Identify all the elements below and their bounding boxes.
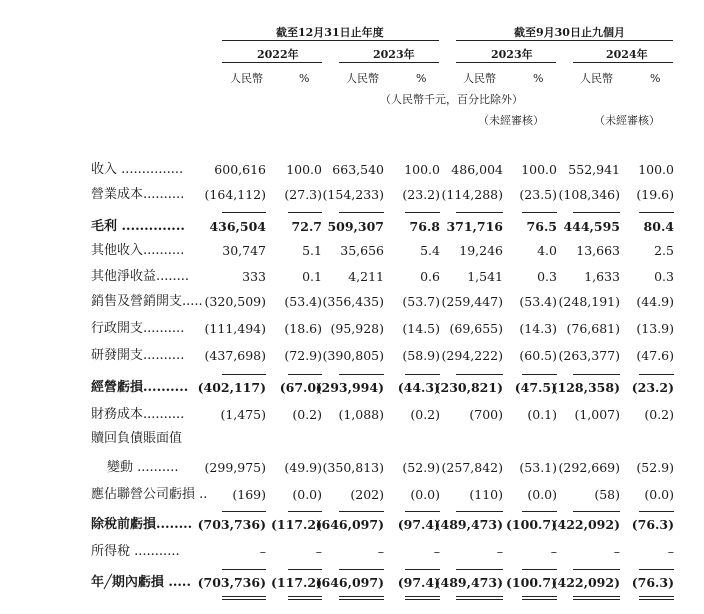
rule-above-loss-before-tax: [288, 511, 322, 512]
rule-above-gross-profit: [522, 212, 557, 213]
rule-above-loss-before-tax: [456, 511, 503, 512]
cell-percent: (23.5): [519, 187, 557, 202]
percent-label: %: [650, 72, 661, 85]
cell-amount: 444,595: [563, 219, 620, 234]
header-group-9m: 截至9月30日止九個月: [514, 26, 625, 39]
rule-above-gross-profit: [339, 212, 384, 213]
row-label: 除稅前虧損........: [91, 517, 193, 532]
header-year-2023-9m: 2023年: [491, 48, 533, 61]
cell-percent: 76.5: [526, 219, 557, 234]
unaudited-note-2023: （未經審核）: [478, 114, 544, 127]
year-rule-2024: [573, 62, 673, 63]
rule-above-gross-profit: [573, 212, 620, 213]
cell-amount: (703,736): [197, 575, 266, 590]
cell-percent: (13.9): [636, 321, 674, 336]
cell-percent: (60.5): [519, 348, 557, 363]
rule-above-gross-profit: [405, 212, 440, 213]
cell-percent: (53.4): [519, 294, 557, 309]
row-label: 其他收入..........: [91, 243, 185, 258]
cell-amount: (646,097): [315, 517, 384, 532]
cell-amount: (437,698): [204, 348, 266, 363]
rule-double-below-net-loss: [456, 599, 503, 600]
rule-below-net-loss: [405, 596, 440, 597]
rule-below-net-loss: [456, 596, 503, 597]
cell-percent: (53.4): [284, 294, 322, 309]
cell-amount: (76,681): [566, 321, 620, 336]
cell-percent: (0.0): [292, 487, 322, 502]
cell-amount: (202): [350, 487, 384, 502]
cell-percent: (47.6): [636, 348, 674, 363]
cell-percent: (0.2): [644, 407, 674, 422]
row-label: 行政開支..........: [91, 321, 185, 336]
cell-percent: 5.1: [302, 243, 322, 258]
percent-label: %: [299, 72, 310, 85]
cell-percent: 0.6: [420, 269, 440, 284]
cell-percent: (27.3): [284, 187, 322, 202]
cell-percent: (19.6): [636, 187, 674, 202]
rule-above-operating-loss: [639, 374, 674, 375]
cell-amount: (230,821): [434, 380, 503, 395]
cell-percent: (18.6): [284, 321, 322, 336]
cell-amount: –: [613, 544, 620, 559]
rule-double-below-net-loss: [522, 599, 557, 600]
rule-above-loss-before-tax: [339, 511, 384, 512]
cell-amount: 30,747: [222, 243, 266, 258]
rule-above-net-loss: [522, 569, 557, 570]
rule-above-net-loss: [639, 569, 674, 570]
header-rule-fy: [222, 40, 439, 41]
rule-above-net-loss: [456, 569, 503, 570]
cell-percent: (44.3): [397, 380, 440, 395]
cell-amount: 600,616: [214, 162, 266, 177]
cell-amount: (114,288): [441, 187, 503, 202]
cell-amount: 35,656: [340, 243, 384, 258]
cell-percent: 0.3: [654, 269, 674, 284]
cell-amount: (1,007): [574, 407, 620, 422]
rule-above-operating-loss: [288, 374, 322, 375]
cell-amount: 436,504: [209, 219, 266, 234]
rule-below-net-loss: [288, 596, 322, 597]
cell-percent: (53.7): [402, 294, 440, 309]
cell-percent: (44.9): [636, 294, 674, 309]
row-label: 經營虧損..........: [91, 380, 189, 395]
currency-label: 人民幣: [230, 72, 263, 85]
cell-percent: (49.9): [284, 460, 322, 475]
cell-amount: (1,088): [338, 407, 384, 422]
cell-percent: 2.5: [654, 243, 674, 258]
row-label: 毛利 ..............: [91, 219, 185, 234]
rule-double-below-net-loss: [222, 599, 266, 600]
rule-below-net-loss: [339, 596, 384, 597]
rule-above-loss-before-tax: [222, 511, 266, 512]
cell-percent: 0.1: [302, 269, 322, 284]
cell-percent: 0.3: [537, 269, 557, 284]
row-label: 所得稅 ...........: [91, 544, 180, 559]
header-rule-9m: [456, 40, 673, 41]
cell-amount: (294,222): [441, 348, 503, 363]
cell-percent: 76.8: [409, 219, 440, 234]
rule-above-loss-before-tax: [573, 511, 620, 512]
cell-percent: (97.4): [397, 517, 440, 532]
cell-amount: –: [496, 544, 503, 559]
cell-percent: 72.7: [291, 219, 322, 234]
cell-percent: (14.3): [519, 321, 557, 336]
cell-amount: (703,736): [197, 517, 266, 532]
cell-amount: (700): [469, 407, 503, 422]
rule-double-below-net-loss: [405, 599, 440, 600]
rule-above-net-loss: [573, 569, 620, 570]
year-rule-2023-9m: [456, 62, 556, 63]
percent-label: %: [533, 72, 544, 85]
cell-percent: (58.9): [402, 348, 440, 363]
cell-percent: 5.4: [420, 243, 440, 258]
cell-amount: (489,473): [434, 575, 503, 590]
cell-amount: 371,716: [446, 219, 503, 234]
rule-below-net-loss: [222, 596, 266, 597]
cell-amount: (128,358): [551, 380, 620, 395]
cell-amount: (69,655): [449, 321, 503, 336]
rule-above-loss-before-tax: [522, 511, 557, 512]
cell-percent: 80.4: [643, 219, 674, 234]
cell-percent: (67.0): [279, 380, 322, 395]
cell-percent: (52.9): [636, 460, 674, 475]
cell-amount: (422,092): [551, 575, 620, 590]
cell-amount: 552,941: [568, 162, 620, 177]
rule-above-gross-profit: [639, 212, 674, 213]
cell-amount: (58): [594, 487, 620, 502]
rule-above-loss-before-tax: [405, 511, 440, 512]
cell-percent: (47.5): [514, 380, 557, 395]
cell-percent: (76.3): [631, 517, 674, 532]
cell-percent: 100.0: [404, 162, 440, 177]
row-label: 贖回負債賬面值: [91, 431, 183, 446]
cell-amount: (95,928): [330, 321, 384, 336]
cell-percent: (100.7): [506, 517, 557, 532]
cell-amount: (110): [469, 487, 503, 502]
cell-amount: (248,191): [558, 294, 620, 309]
row-label: 其他淨收益........: [91, 269, 190, 284]
cell-percent: 4.0: [537, 243, 557, 258]
rule-above-net-loss: [288, 569, 322, 570]
cell-amount: (111,494): [204, 321, 266, 336]
row-label: 研發開支..........: [91, 348, 185, 363]
rule-above-net-loss: [339, 569, 384, 570]
row-label: 銷售及營銷開支.....: [91, 294, 203, 309]
percent-label: %: [416, 72, 427, 85]
cell-percent: (23.2): [402, 187, 440, 202]
cell-percent: (76.3): [631, 575, 674, 590]
cell-amount: (422,092): [551, 517, 620, 532]
cell-amount: (390,805): [322, 348, 384, 363]
cell-amount: 663,540: [332, 162, 384, 177]
rule-above-operating-loss: [405, 374, 440, 375]
row-label: 變動 ..........: [107, 460, 179, 475]
cell-amount: (489,473): [434, 517, 503, 532]
cell-amount: (356,435): [322, 294, 384, 309]
rule-above-net-loss: [222, 569, 266, 570]
cell-amount: (164,112): [204, 187, 266, 202]
cell-percent: (0.0): [410, 487, 440, 502]
rule-above-operating-loss: [456, 374, 503, 375]
cell-percent: (14.5): [402, 321, 440, 336]
cell-amount: (293,994): [315, 380, 384, 395]
cell-amount: (646,097): [315, 575, 384, 590]
header-group-fy: 截至12月31日止年度: [276, 26, 384, 39]
rule-above-gross-profit: [222, 212, 266, 213]
cell-amount: (402,117): [197, 380, 266, 395]
cell-percent: (117.2): [271, 575, 322, 590]
rule-double-below-net-loss: [339, 599, 384, 600]
cell-amount: 509,307: [327, 219, 384, 234]
rule-below-net-loss: [639, 596, 674, 597]
cell-amount: (292,669): [558, 460, 620, 475]
cell-amount: (263,377): [558, 348, 620, 363]
cell-amount: (320,509): [204, 294, 266, 309]
rule-above-net-loss: [405, 569, 440, 570]
cell-amount: (257,842): [441, 460, 503, 475]
cell-percent: (100.7): [506, 575, 557, 590]
cell-amount: 1,633: [584, 269, 620, 284]
rule-above-operating-loss: [339, 374, 384, 375]
header-year-2024: 2024年: [606, 48, 648, 61]
cell-amount: (350,813): [322, 460, 384, 475]
cell-amount: 1,541: [467, 269, 503, 284]
year-rule-2023-fy: [339, 62, 439, 63]
cell-amount: –: [259, 544, 266, 559]
cell-amount: 486,004: [451, 162, 503, 177]
cell-percent: (0.0): [527, 487, 557, 502]
cell-percent: 100.0: [286, 162, 322, 177]
rule-double-below-net-loss: [573, 599, 620, 600]
cell-amount: (1,475): [220, 407, 266, 422]
rule-above-gross-profit: [456, 212, 503, 213]
cell-percent: (72.9): [284, 348, 322, 363]
cell-percent: (0.0): [644, 487, 674, 502]
rule-below-net-loss: [573, 596, 620, 597]
currency-label: 人民幣: [580, 72, 613, 85]
cell-percent: –: [433, 544, 440, 559]
cell-amount: (169): [232, 487, 266, 502]
rule-below-net-loss: [522, 596, 557, 597]
rule-above-loss-before-tax: [639, 511, 674, 512]
row-label: 財務成本..........: [91, 407, 185, 422]
cell-percent: (0.1): [527, 407, 557, 422]
year-rule-2022: [222, 62, 322, 63]
row-label: 年╱期內虧損 .....: [91, 575, 191, 590]
cell-amount: (108,346): [558, 187, 620, 202]
cell-amount: (154,233): [322, 187, 384, 202]
unaudited-note-2024: （未經審核）: [594, 114, 660, 127]
cell-percent: –: [315, 544, 322, 559]
cell-amount: (259,447): [441, 294, 503, 309]
rule-above-operating-loss: [522, 374, 557, 375]
cell-amount: 333: [242, 269, 266, 284]
cell-amount: –: [377, 544, 384, 559]
header-year-2023-fy: 2023年: [373, 48, 415, 61]
cell-percent: (53.1): [519, 460, 557, 475]
cell-amount: 4,211: [348, 269, 384, 284]
rule-double-below-net-loss: [288, 599, 322, 600]
unit-note: （人民幣千元，百分比除外）: [380, 93, 523, 106]
rule-above-gross-profit: [288, 212, 322, 213]
currency-label: 人民幣: [463, 72, 496, 85]
cell-amount: 19,246: [459, 243, 503, 258]
rule-above-operating-loss: [573, 374, 620, 375]
cell-percent: (97.4): [397, 575, 440, 590]
row-label: 應佔聯營公司虧損 ..: [91, 487, 208, 502]
currency-label: 人民幣: [346, 72, 379, 85]
cell-percent: (0.2): [292, 407, 322, 422]
rule-double-below-net-loss: [639, 599, 674, 600]
cell-amount: 13,663: [576, 243, 620, 258]
cell-percent: –: [667, 544, 674, 559]
row-label: 收入 ...............: [91, 162, 184, 177]
cell-percent: (117.2): [271, 517, 322, 532]
cell-amount: (299,975): [204, 460, 266, 475]
cell-percent: (23.2): [631, 380, 674, 395]
rule-above-operating-loss: [222, 374, 266, 375]
cell-percent: 100.0: [638, 162, 674, 177]
cell-percent: (0.2): [410, 407, 440, 422]
cell-percent: 100.0: [521, 162, 557, 177]
header-year-2022: 2022年: [257, 48, 299, 61]
cell-percent: –: [550, 544, 557, 559]
row-label: 營業成本..........: [91, 187, 185, 202]
cell-percent: (52.9): [402, 460, 440, 475]
